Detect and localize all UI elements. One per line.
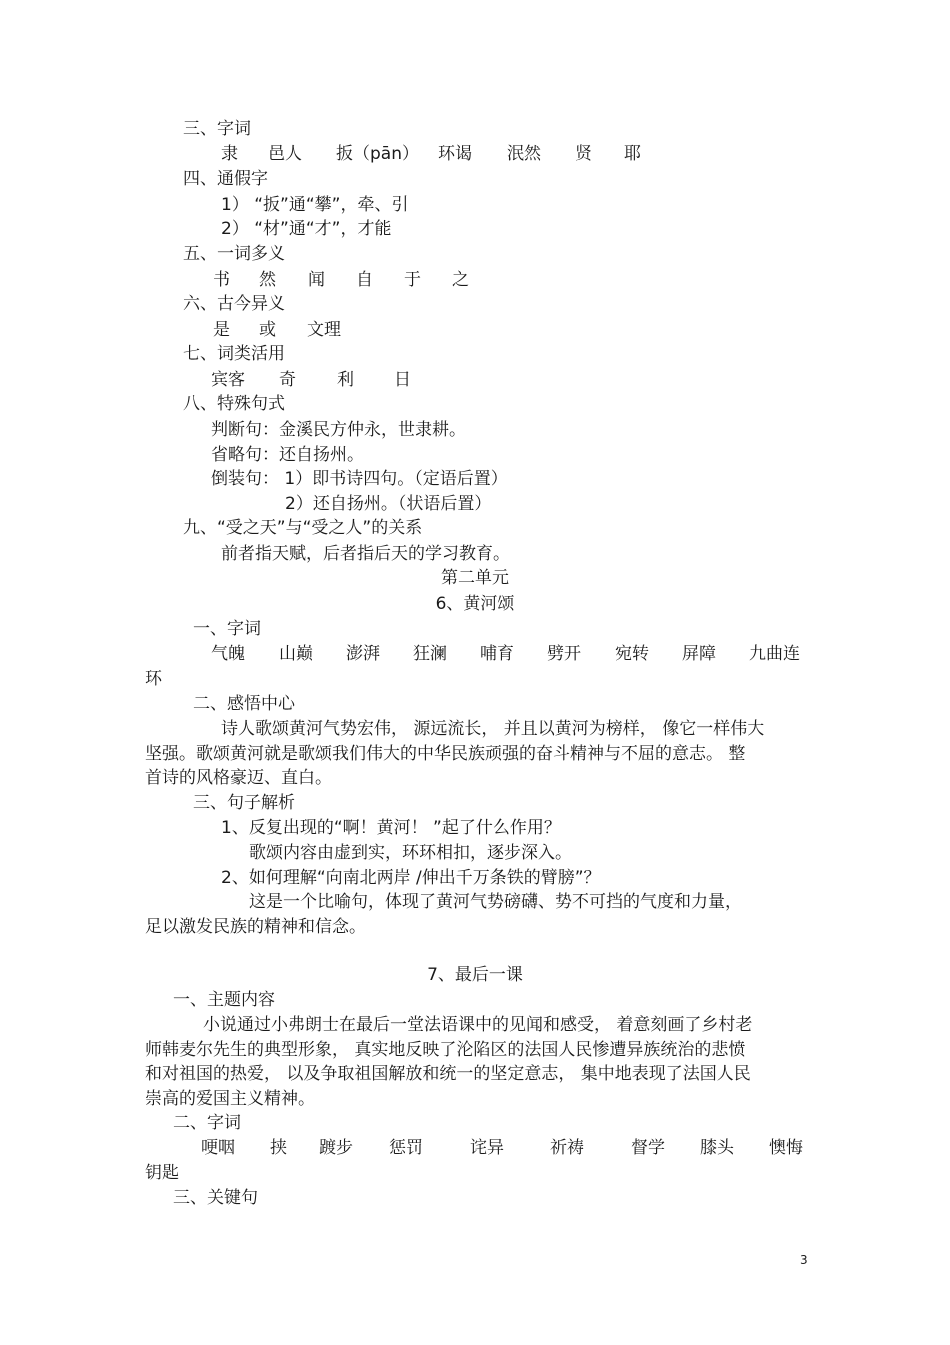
word: 督学 [631, 1138, 665, 1158]
word: 惩罚 [389, 1138, 423, 1158]
section-heading-relation: 九、“受之天”与“受之人”的关系 [183, 518, 423, 538]
paragraph-line: 坚强。歌颂黄河就是歌颂我们伟大的中华民族顽强的奋斗精神与不屈的意志。 整 [145, 744, 746, 764]
word: 膝头 [700, 1138, 734, 1158]
section-heading-polysemy: 五、一词多义 [183, 244, 285, 264]
section-heading-sentence-analysis: 三、句子解析 [193, 793, 295, 813]
question: 2、如何理解“向南北两岸 /伸出千万条铁的臂膀”？ [221, 868, 601, 888]
word: 日 [394, 370, 411, 390]
word: 闻 [308, 270, 325, 290]
word: 耶 [624, 144, 641, 164]
word: 是 [213, 320, 230, 340]
word: 文理 [307, 320, 341, 340]
word: 哽咽 [201, 1138, 235, 1158]
word: 自 [356, 270, 373, 290]
answer: 足以激发民族的精神和信念。 [145, 917, 366, 937]
word: 扳（pān） [336, 144, 419, 164]
paragraph-line: 和对祖国的热爱， 以及争取祖国解放和统一的坚定意志， 集中地表现了法国人民 [145, 1064, 751, 1084]
section-heading-word-class: 七、词类活用 [183, 344, 285, 364]
word: 书 [213, 270, 230, 290]
sentence-line: 2）还自扬州。（状语后置） [285, 494, 492, 514]
word: 然 [259, 270, 276, 290]
word: 澎湃 [346, 644, 380, 664]
word-wrap: 钥匙 [145, 1163, 179, 1183]
word: 诧异 [470, 1138, 504, 1158]
section-heading-vocab: 三、字词 [183, 119, 251, 139]
paragraph-line: 师韩麦尔先生的典型形象， 真实地反映了沦陷区的法国人民惨遭异族统治的悲愤 [145, 1040, 746, 1060]
word: 贤 [575, 144, 592, 164]
word: 气魄 [211, 644, 245, 664]
section-heading-tongjia: 四、通假字 [183, 169, 268, 189]
word: 于 [404, 270, 421, 290]
word: 奇 [279, 370, 296, 390]
sentence-line: 判断句：金溪民方仲永，世隶耕。 [211, 420, 466, 440]
paragraph-line: 崇高的爱国主义精神。 [145, 1089, 315, 1109]
word: 祈祷 [550, 1138, 584, 1158]
word: 邑人 [268, 144, 302, 164]
section-heading-vocab: 一、字词 [193, 619, 261, 639]
word: 劈开 [547, 644, 581, 664]
answer: 歌颂内容由虚到实，环环相扣，逐步深入。 [249, 843, 572, 863]
section-heading-theme: 一、主题内容 [173, 990, 275, 1010]
paragraph-line: 首诗的风格豪迈、直白。 [145, 768, 332, 788]
word: 挟 [270, 1138, 287, 1158]
paragraph-line: 前者指天赋，后者指后天的学习教育。 [221, 544, 510, 564]
sentence-line: 省略句：还自扬州。 [211, 445, 364, 465]
word: 之 [452, 270, 469, 290]
paragraph-line: 诗人歌颂黄河气势宏伟， 源远流长， 并且以黄河为榜样， 像它一样伟大 [221, 719, 765, 739]
paragraph-line: 小说通过小弗朗士在最后一堂法语课中的见闻和感受， 着意刻画了乡村老 [203, 1015, 753, 1035]
word: 九曲连 [749, 644, 800, 664]
tongjia-item: 2） “材”通“才”，才能 [221, 219, 392, 239]
word: 踱步 [319, 1138, 353, 1158]
word: 泯然 [507, 144, 541, 164]
word: 狂澜 [413, 644, 447, 664]
question: 1、反复出现的“啊！黄河！ ”起了什么作用？ [221, 818, 561, 838]
answer: 这是一个比喻句，体现了黄河气势磅礴、势不可挡的气度和力量， [249, 892, 742, 912]
sentence-line: 倒装句： 1）即书诗四句。（定语后置） [211, 469, 508, 489]
word-wrap: 环 [145, 669, 162, 689]
word: 山巅 [279, 644, 313, 664]
word: 或 [259, 320, 276, 340]
word: 隶 [221, 144, 238, 164]
word: 宾客 [211, 370, 245, 390]
section-heading-ancient-modern: 六、古今异义 [183, 294, 285, 314]
section-heading-key-sentences: 三、关键句 [173, 1188, 258, 1208]
section-heading-special-sentence: 八、特殊句式 [183, 394, 285, 414]
unit-title: 第二单元 [441, 568, 509, 588]
word: 懊悔 [769, 1138, 803, 1158]
section-heading-vocab: 二、字词 [173, 1113, 241, 1133]
page-number: 3 [800, 1253, 808, 1267]
word: 哺育 [480, 644, 514, 664]
section-heading-theme: 二、感悟中心 [193, 694, 295, 714]
lesson-title: 7、最后一课 [427, 965, 523, 985]
word: 宛转 [615, 644, 649, 664]
word: 屏障 [682, 644, 716, 664]
tongjia-item: 1） “扳”通“攀”，牵、引 [221, 195, 409, 215]
lesson-title: 6、黄河颂 [435, 594, 515, 614]
word: 环谒 [438, 144, 472, 164]
word: 利 [337, 370, 354, 390]
